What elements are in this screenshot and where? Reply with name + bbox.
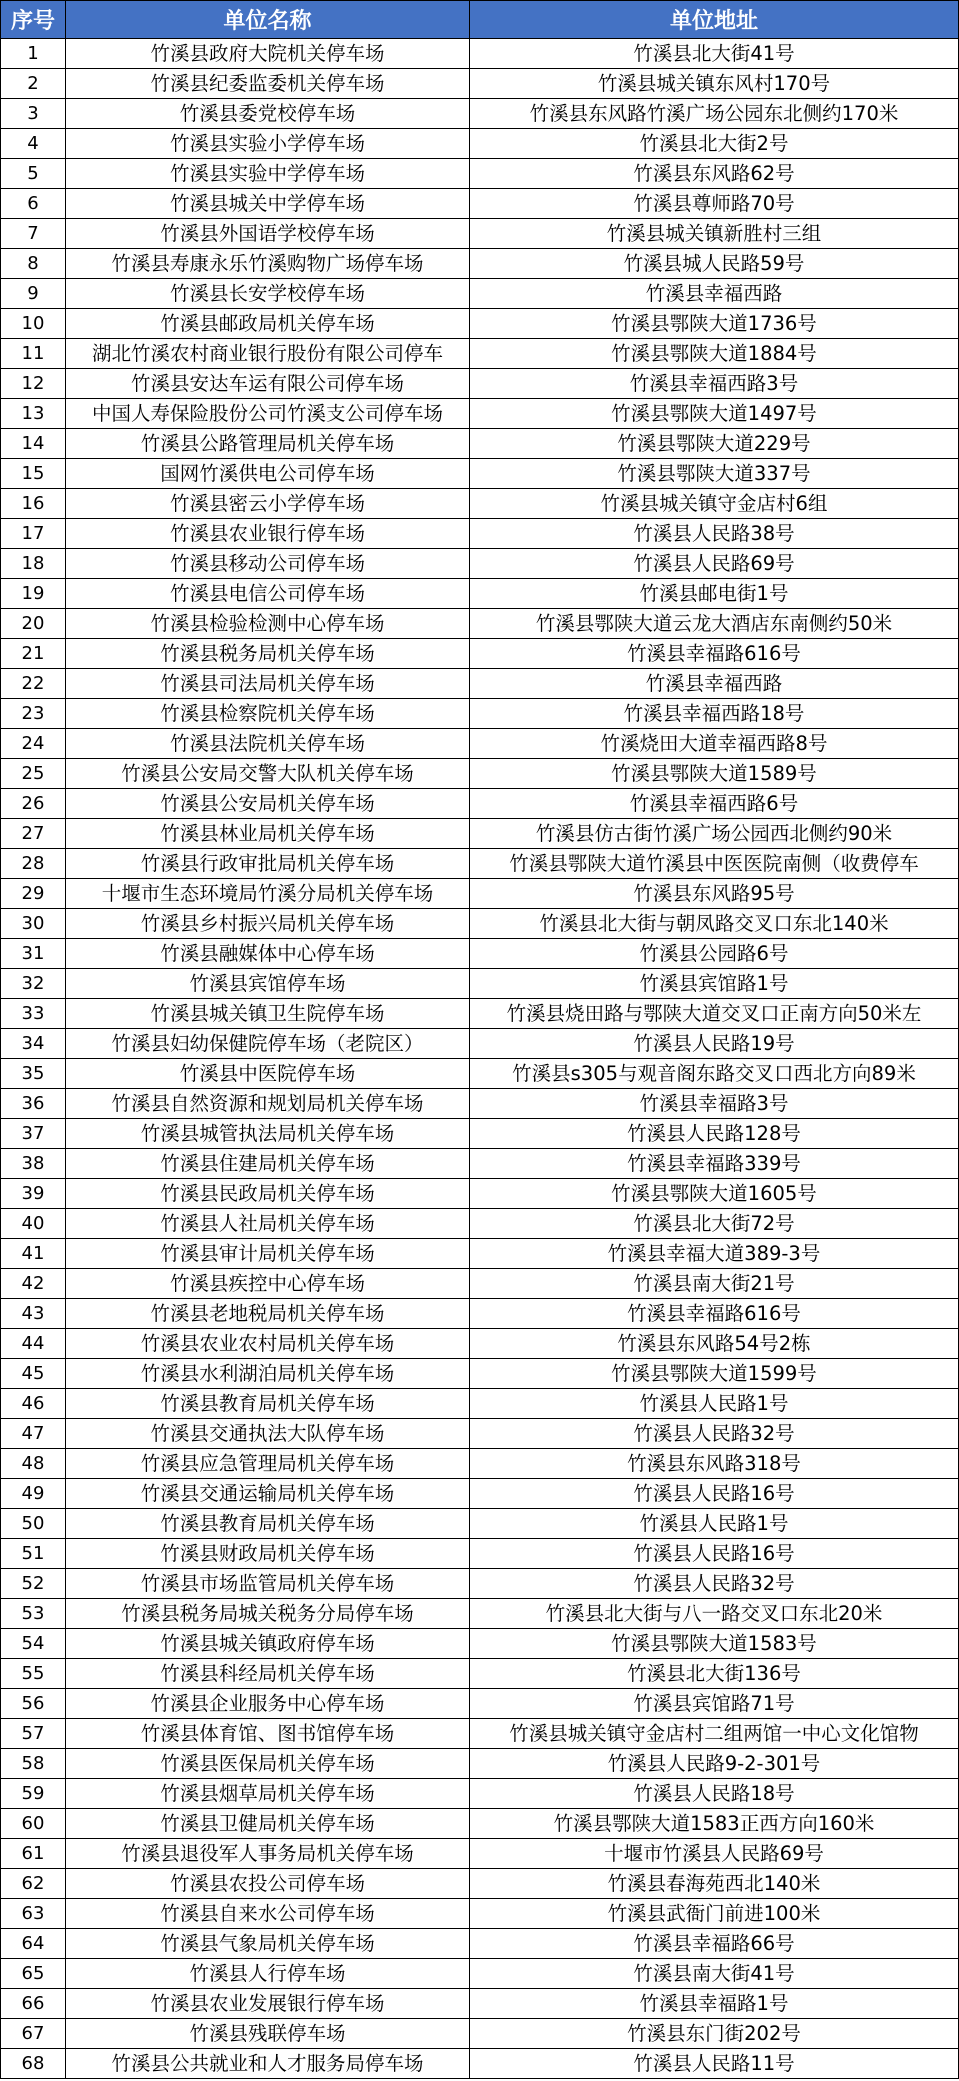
cell-unit-name: 竹溪县农业发展银行停车场 — [66, 1989, 470, 2019]
table-row — [1, 1239, 959, 1269]
cell-unit-name: 竹溪县乡村振兴局机关停车场 — [66, 909, 470, 939]
cell-unit-address: 竹溪县鄂陕大道1497号 — [470, 399, 959, 429]
table-row — [1, 99, 959, 129]
cell-unit-name: 竹溪县实验中学停车场 — [66, 159, 470, 189]
cell-serial-number: 46 — [1, 1389, 66, 1419]
cell-serial-number: 54 — [1, 1629, 66, 1659]
cell-serial-number: 61 — [1, 1839, 66, 1869]
cell-unit-name: 竹溪县医保局机关停车场 — [66, 1749, 470, 1779]
cell-serial-number: 62 — [1, 1869, 66, 1899]
cell-unit-address: 竹溪县鄂陕大道云龙大酒店东南侧约50米 — [470, 609, 959, 639]
table-row — [1, 369, 959, 399]
cell-unit-name: 竹溪县疾控中心停车场 — [66, 1269, 470, 1299]
cell-unit-name: 竹溪县妇幼保健院停车场（老院区） — [66, 1029, 470, 1059]
cell-unit-name: 竹溪县烟草局机关停车场 — [66, 1779, 470, 1809]
table-row — [1, 1089, 959, 1119]
table-row — [1, 1029, 959, 1059]
cell-unit-name: 竹溪县气象局机关停车场 — [66, 1929, 470, 1959]
cell-unit-name: 竹溪县移动公司停车场 — [66, 549, 470, 579]
cell-unit-address: 竹溪县人民路19号 — [470, 1029, 959, 1059]
table-row — [1, 279, 959, 309]
cell-unit-name: 竹溪县公共就业和人才服务局停车场 — [66, 2049, 470, 2079]
cell-unit-address: 竹溪县人民路38号 — [470, 519, 959, 549]
cell-unit-address: 竹溪县人民路18号 — [470, 1779, 959, 1809]
cell-unit-name: 竹溪县科经局机关停车场 — [66, 1659, 470, 1689]
table-row — [1, 489, 959, 519]
table-row — [1, 1329, 959, 1359]
cell-serial-number: 25 — [1, 759, 66, 789]
cell-serial-number: 43 — [1, 1299, 66, 1329]
cell-serial-number: 12 — [1, 369, 66, 399]
cell-unit-address: 竹溪县城关镇守金店村6组 — [470, 489, 959, 519]
cell-unit-address: 竹溪县东风路62号 — [470, 159, 959, 189]
cell-unit-address: 竹溪县幸福路616号 — [470, 1299, 959, 1329]
table-row — [1, 1479, 959, 1509]
cell-unit-address: 竹溪县人民路16号 — [470, 1539, 959, 1569]
cell-unit-name: 竹溪县密云小学停车场 — [66, 489, 470, 519]
cell-unit-address: 竹溪县南大街21号 — [470, 1269, 959, 1299]
cell-unit-address: 竹溪县幸福路616号 — [470, 639, 959, 669]
cell-unit-address: 竹溪县东风路54号2栋 — [470, 1329, 959, 1359]
cell-unit-address: 竹溪县鄂陕大道1589号 — [470, 759, 959, 789]
table-row — [1, 1359, 959, 1389]
cell-serial-number: 64 — [1, 1929, 66, 1959]
cell-unit-name: 十堰市生态环境局竹溪分局机关停车场 — [66, 879, 470, 909]
cell-serial-number: 38 — [1, 1149, 66, 1179]
cell-unit-name: 竹溪县公路管理局机关停车场 — [66, 429, 470, 459]
table-row — [1, 699, 959, 729]
cell-unit-name: 竹溪县公安局机关停车场 — [66, 789, 470, 819]
table-row — [1, 1539, 959, 1569]
cell-unit-address: 竹溪县人民路32号 — [470, 1569, 959, 1599]
cell-unit-name: 竹溪县融媒体中心停车场 — [66, 939, 470, 969]
table-row — [1, 309, 959, 339]
table-row — [1, 1839, 959, 1869]
cell-serial-number: 13 — [1, 399, 66, 429]
cell-unit-name: 竹溪县政府大院机关停车场 — [66, 39, 470, 69]
cell-serial-number: 33 — [1, 999, 66, 1029]
cell-unit-address: 竹溪县人民路128号 — [470, 1119, 959, 1149]
table-row — [1, 1509, 959, 1539]
table-row — [1, 339, 959, 369]
table-row — [1, 819, 959, 849]
table-row — [1, 759, 959, 789]
table-row — [1, 609, 959, 639]
cell-unit-address: 竹溪县城关镇东风村170号 — [470, 69, 959, 99]
cell-serial-number: 32 — [1, 969, 66, 999]
cell-serial-number: 55 — [1, 1659, 66, 1689]
table-header-row — [1, 1, 959, 39]
table-row — [1, 1989, 959, 2019]
cell-serial-number: 10 — [1, 309, 66, 339]
cell-unit-address: 竹溪县东风路95号 — [470, 879, 959, 909]
cell-unit-address: 竹溪县人民路9-2-301号 — [470, 1749, 959, 1779]
table-row — [1, 1929, 959, 1959]
cell-unit-name: 竹溪县人社局机关停车场 — [66, 1209, 470, 1239]
table-row — [1, 399, 959, 429]
cell-unit-address: 竹溪县幸福路339号 — [470, 1149, 959, 1179]
table-row — [1, 1869, 959, 1899]
cell-unit-name: 竹溪县教育局机关停车场 — [66, 1509, 470, 1539]
cell-unit-name: 竹溪县中医院停车场 — [66, 1059, 470, 1089]
cell-serial-number: 58 — [1, 1749, 66, 1779]
cell-unit-address: 竹溪县武衙门前进100米 — [470, 1899, 959, 1929]
cell-unit-address: 竹溪县幸福西路 — [470, 279, 959, 309]
cell-unit-name: 竹溪县长安学校停车场 — [66, 279, 470, 309]
cell-unit-address: 竹溪县人民路69号 — [470, 549, 959, 579]
cell-unit-name: 湖北竹溪农村商业银行股份有限公司停车 — [66, 339, 470, 369]
table-row — [1, 519, 959, 549]
cell-serial-number: 21 — [1, 639, 66, 669]
cell-serial-number: 27 — [1, 819, 66, 849]
cell-unit-address: 十堰市竹溪县人民路69号 — [470, 1839, 959, 1869]
cell-unit-address: 竹溪县北大街与八一路交叉口东北20米 — [470, 1599, 959, 1629]
cell-unit-address: 竹溪县北大街136号 — [470, 1659, 959, 1689]
cell-unit-name: 竹溪县检验检测中心停车场 — [66, 609, 470, 639]
cell-serial-number: 11 — [1, 339, 66, 369]
cell-unit-address: 竹溪县宾馆路71号 — [470, 1689, 959, 1719]
cell-serial-number: 18 — [1, 549, 66, 579]
cell-serial-number: 30 — [1, 909, 66, 939]
table-row — [1, 69, 959, 99]
table-row — [1, 39, 959, 69]
cell-unit-address: 竹溪县鄂陕大道229号 — [470, 429, 959, 459]
cell-unit-address: 竹溪县北大街41号 — [470, 39, 959, 69]
cell-serial-number: 44 — [1, 1329, 66, 1359]
cell-unit-address: 竹溪县s305与观音阁东路交叉口西北方向89米 — [470, 1059, 959, 1089]
cell-unit-name: 竹溪县退役军人事务局机关停车场 — [66, 1839, 470, 1869]
cell-unit-name: 国网竹溪供电公司停车场 — [66, 459, 470, 489]
table-row — [1, 219, 959, 249]
cell-unit-address: 竹溪县仿古街竹溪广场公园西北侧约90米 — [470, 819, 959, 849]
cell-serial-number: 23 — [1, 699, 66, 729]
cell-unit-address: 竹溪县幸福路66号 — [470, 1929, 959, 1959]
cell-unit-address: 竹溪县人民路32号 — [470, 1419, 959, 1449]
table-row — [1, 1689, 959, 1719]
cell-unit-name: 竹溪县城关镇卫生院停车场 — [66, 999, 470, 1029]
table-row — [1, 639, 959, 669]
cell-unit-name: 竹溪县残联停车场 — [66, 2019, 470, 2049]
cell-unit-name: 竹溪县企业服务中心停车场 — [66, 1689, 470, 1719]
table-row — [1, 1299, 959, 1329]
cell-serial-number: 60 — [1, 1809, 66, 1839]
table-row — [1, 129, 959, 159]
cell-unit-name: 竹溪县外国语学校停车场 — [66, 219, 470, 249]
cell-unit-address: 竹溪县北大街2号 — [470, 129, 959, 159]
header-unit-name: 单位名称 — [66, 1, 470, 39]
table-row — [1, 1749, 959, 1779]
cell-serial-number: 4 — [1, 129, 66, 159]
cell-serial-number: 50 — [1, 1509, 66, 1539]
cell-serial-number: 47 — [1, 1419, 66, 1449]
cell-serial-number: 49 — [1, 1479, 66, 1509]
cell-serial-number: 26 — [1, 789, 66, 819]
cell-unit-name: 竹溪县法院机关停车场 — [66, 729, 470, 759]
cell-unit-address: 竹溪县宾馆路1号 — [470, 969, 959, 999]
cell-serial-number: 19 — [1, 579, 66, 609]
cell-unit-name: 竹溪县市场监管局机关停车场 — [66, 1569, 470, 1599]
cell-serial-number: 29 — [1, 879, 66, 909]
cell-unit-address: 竹溪县东门街202号 — [470, 2019, 959, 2049]
cell-unit-name: 竹溪县卫健局机关停车场 — [66, 1809, 470, 1839]
table-row — [1, 729, 959, 759]
table-row — [1, 789, 959, 819]
cell-unit-name: 竹溪县城管执法局机关停车场 — [66, 1119, 470, 1149]
cell-unit-name: 竹溪县电信公司停车场 — [66, 579, 470, 609]
cell-unit-name: 竹溪县邮政局机关停车场 — [66, 309, 470, 339]
cell-serial-number: 45 — [1, 1359, 66, 1389]
table-row — [1, 1179, 959, 1209]
cell-unit-name: 竹溪县公安局交警大队机关停车场 — [66, 759, 470, 789]
cell-unit-name: 竹溪县民政局机关停车场 — [66, 1179, 470, 1209]
cell-serial-number: 67 — [1, 2019, 66, 2049]
table-row — [1, 249, 959, 279]
table-row — [1, 1419, 959, 1449]
table-row — [1, 999, 959, 1029]
cell-serial-number: 39 — [1, 1179, 66, 1209]
cell-serial-number: 24 — [1, 729, 66, 759]
cell-unit-address: 竹溪县鄂陕大道1736号 — [470, 309, 959, 339]
table-row — [1, 1899, 959, 1929]
cell-unit-name: 竹溪县林业局机关停车场 — [66, 819, 470, 849]
cell-unit-name: 竹溪县行政审批局机关停车场 — [66, 849, 470, 879]
cell-serial-number: 66 — [1, 1989, 66, 2019]
table-row — [1, 579, 959, 609]
cell-serial-number: 34 — [1, 1029, 66, 1059]
cell-unit-address: 竹溪县幸福路1号 — [470, 1989, 959, 2019]
cell-unit-address: 竹溪县鄂陕大道1599号 — [470, 1359, 959, 1389]
cell-serial-number: 59 — [1, 1779, 66, 1809]
table-row — [1, 1149, 959, 1179]
table-row — [1, 1659, 959, 1689]
cell-serial-number: 31 — [1, 939, 66, 969]
cell-unit-address: 竹溪县幸福路3号 — [470, 1089, 959, 1119]
cell-serial-number: 15 — [1, 459, 66, 489]
cell-unit-address: 竹溪县鄂陕大道1583号 — [470, 1629, 959, 1659]
cell-unit-address: 竹溪县城人民路59号 — [470, 249, 959, 279]
cell-unit-address: 竹溪烧田大道幸福西路8号 — [470, 729, 959, 759]
cell-unit-address: 竹溪县城关镇守金店村二组两馆一中心文化馆物 — [470, 1719, 959, 1749]
cell-serial-number: 40 — [1, 1209, 66, 1239]
table-row — [1, 1269, 959, 1299]
cell-unit-name: 竹溪县司法局机关停车场 — [66, 669, 470, 699]
cell-unit-address: 竹溪县南大街41号 — [470, 1959, 959, 1989]
table-row — [1, 1209, 959, 1239]
cell-unit-name: 竹溪县安达车运有限公司停车场 — [66, 369, 470, 399]
cell-serial-number: 42 — [1, 1269, 66, 1299]
cell-unit-name: 竹溪县水利湖泊局机关停车场 — [66, 1359, 470, 1389]
cell-serial-number: 14 — [1, 429, 66, 459]
cell-serial-number: 35 — [1, 1059, 66, 1089]
table-row — [1, 159, 959, 189]
cell-unit-name: 竹溪县自然资源和规划局机关停车场 — [66, 1089, 470, 1119]
cell-serial-number: 3 — [1, 99, 66, 129]
cell-serial-number: 1 — [1, 39, 66, 69]
cell-unit-name: 竹溪县寿康永乐竹溪购物广场停车场 — [66, 249, 470, 279]
table-row — [1, 849, 959, 879]
cell-unit-address: 竹溪县幸福大道389-3号 — [470, 1239, 959, 1269]
cell-unit-name: 竹溪县自来水公司停车场 — [66, 1899, 470, 1929]
cell-unit-address: 竹溪县人民路1号 — [470, 1509, 959, 1539]
table-row — [1, 1629, 959, 1659]
cell-serial-number: 48 — [1, 1449, 66, 1479]
table-row — [1, 879, 959, 909]
table-row — [1, 939, 959, 969]
cell-unit-address: 竹溪县鄂陕大道竹溪县中医医院南侧（收费停车 — [470, 849, 959, 879]
cell-unit-address: 竹溪县北大街72号 — [470, 1209, 959, 1239]
cell-serial-number: 6 — [1, 189, 66, 219]
table-row — [1, 1449, 959, 1479]
cell-unit-name: 竹溪县农投公司停车场 — [66, 1869, 470, 1899]
cell-unit-address: 竹溪县幸福西路 — [470, 669, 959, 699]
table-row — [1, 1059, 959, 1089]
cell-unit-name: 竹溪县财政局机关停车场 — [66, 1539, 470, 1569]
cell-serial-number: 37 — [1, 1119, 66, 1149]
table-row — [1, 1569, 959, 1599]
cell-unit-name: 竹溪县应急管理局机关停车场 — [66, 1449, 470, 1479]
cell-unit-address: 竹溪县幸福西路6号 — [470, 789, 959, 819]
cell-unit-address: 竹溪县鄂陕大道1583正西方向160米 — [470, 1809, 959, 1839]
table-row — [1, 1719, 959, 1749]
cell-unit-address: 竹溪县幸福西路3号 — [470, 369, 959, 399]
cell-unit-name: 竹溪县委党校停车场 — [66, 99, 470, 129]
cell-serial-number: 2 — [1, 69, 66, 99]
table-row — [1, 669, 959, 699]
cell-serial-number: 53 — [1, 1599, 66, 1629]
cell-unit-name: 竹溪县税务局机关停车场 — [66, 639, 470, 669]
cell-unit-name: 竹溪县体育馆、图书馆停车场 — [66, 1719, 470, 1749]
cell-unit-name: 竹溪县农业银行停车场 — [66, 519, 470, 549]
table-row — [1, 1779, 959, 1809]
cell-serial-number: 9 — [1, 279, 66, 309]
cell-unit-name: 竹溪县老地税局机关停车场 — [66, 1299, 470, 1329]
table-row — [1, 1389, 959, 1419]
table-row — [1, 2019, 959, 2049]
cell-unit-address: 竹溪县人民路16号 — [470, 1479, 959, 1509]
cell-serial-number: 57 — [1, 1719, 66, 1749]
cell-unit-address: 竹溪县尊师路70号 — [470, 189, 959, 219]
cell-unit-name: 竹溪县宾馆停车场 — [66, 969, 470, 999]
cell-unit-address: 竹溪县鄂陕大道1884号 — [470, 339, 959, 369]
header-unit-address: 单位地址 — [470, 1, 959, 39]
cell-unit-name: 竹溪县城关中学停车场 — [66, 189, 470, 219]
cell-serial-number: 51 — [1, 1539, 66, 1569]
table-row — [1, 969, 959, 999]
cell-unit-address: 竹溪县人民路1号 — [470, 1389, 959, 1419]
cell-serial-number: 52 — [1, 1569, 66, 1599]
cell-unit-name: 中国人寿保险股份公司竹溪支公司停车场 — [66, 399, 470, 429]
cell-unit-name: 竹溪县税务局城关税务分局停车场 — [66, 1599, 470, 1629]
cell-unit-address: 竹溪县春海苑西北140米 — [470, 1869, 959, 1899]
table-row — [1, 1599, 959, 1629]
cell-unit-address: 竹溪县东风路竹溪广场公园东北侧约170米 — [470, 99, 959, 129]
cell-serial-number: 5 — [1, 159, 66, 189]
cell-unit-name: 竹溪县交通执法大队停车场 — [66, 1419, 470, 1449]
cell-unit-name: 竹溪县人行停车场 — [66, 1959, 470, 1989]
cell-serial-number: 8 — [1, 249, 66, 279]
cell-serial-number: 36 — [1, 1089, 66, 1119]
cell-unit-name: 竹溪县检察院机关停车场 — [66, 699, 470, 729]
cell-serial-number: 41 — [1, 1239, 66, 1269]
table-body — [1, 39, 959, 2079]
cell-unit-name: 竹溪县农业农村局机关停车场 — [66, 1329, 470, 1359]
cell-unit-name: 竹溪县教育局机关停车场 — [66, 1389, 470, 1419]
cell-serial-number: 7 — [1, 219, 66, 249]
cell-unit-address: 竹溪县邮电街1号 — [470, 579, 959, 609]
cell-unit-address: 竹溪县城关镇新胜村三组 — [470, 219, 959, 249]
cell-unit-address: 竹溪县公园路6号 — [470, 939, 959, 969]
table-row — [1, 1119, 959, 1149]
table-row — [1, 909, 959, 939]
cell-serial-number: 68 — [1, 2049, 66, 2079]
table-row — [1, 459, 959, 489]
cell-unit-address: 竹溪县东风路318号 — [470, 1449, 959, 1479]
cell-serial-number: 16 — [1, 489, 66, 519]
table-row — [1, 1959, 959, 1989]
table-row — [1, 1809, 959, 1839]
cell-unit-name: 竹溪县住建局机关停车场 — [66, 1149, 470, 1179]
cell-unit-address: 竹溪县鄂陕大道1605号 — [470, 1179, 959, 1209]
cell-unit-name: 竹溪县交通运输局机关停车场 — [66, 1479, 470, 1509]
cell-serial-number: 28 — [1, 849, 66, 879]
cell-serial-number: 56 — [1, 1689, 66, 1719]
cell-serial-number: 63 — [1, 1899, 66, 1929]
cell-unit-address: 竹溪县烧田路与鄂陕大道交叉口正南方向50米左 — [470, 999, 959, 1029]
cell-unit-name: 竹溪县城关镇政府停车场 — [66, 1629, 470, 1659]
cell-serial-number: 65 — [1, 1959, 66, 1989]
cell-unit-address: 竹溪县幸福西路18号 — [470, 699, 959, 729]
cell-unit-address: 竹溪县北大街与朝凤路交叉口东北140米 — [470, 909, 959, 939]
cell-serial-number: 22 — [1, 669, 66, 699]
table-row — [1, 429, 959, 459]
cell-unit-address: 竹溪县鄂陕大道337号 — [470, 459, 959, 489]
cell-serial-number: 17 — [1, 519, 66, 549]
cell-unit-name: 竹溪县纪委监委机关停车场 — [66, 69, 470, 99]
table-row — [1, 549, 959, 579]
table-row — [1, 189, 959, 219]
cell-serial-number: 20 — [1, 609, 66, 639]
cell-unit-name: 竹溪县审计局机关停车场 — [66, 1239, 470, 1269]
cell-unit-address: 竹溪县人民路11号 — [470, 2049, 959, 2079]
cell-unit-name: 竹溪县实验小学停车场 — [66, 129, 470, 159]
header-serial-number: 序号 — [1, 1, 66, 39]
table-row — [1, 2049, 959, 2079]
